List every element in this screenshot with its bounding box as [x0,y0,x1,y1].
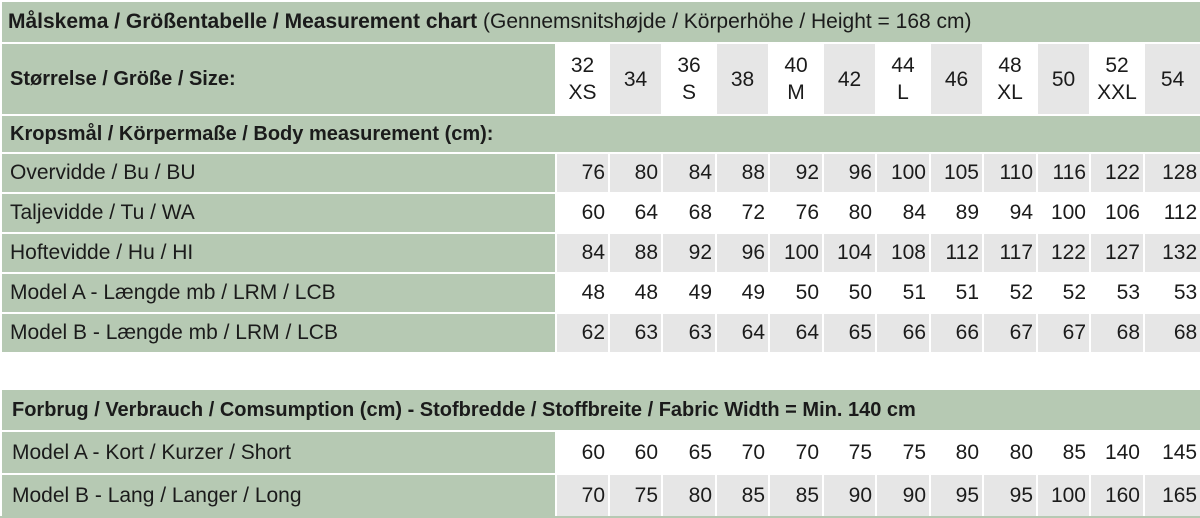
measurement-title-bold: Målskema / Größentabelle / Measurement chart [8,10,478,33]
size-number: 40 [784,54,808,77]
table-cell: 88 [716,153,769,193]
table-cell: 64 [609,193,662,233]
size-letter: M [787,81,805,104]
table-cell: 105 [930,153,983,193]
table-cell: 65 [823,313,876,353]
table-cell: 70 [716,431,769,474]
table-cell: 100 [876,153,930,193]
size-number: 54 [1160,67,1185,91]
table-cell: 90 [823,474,876,517]
table-cell: 95 [930,474,983,517]
consumption-title-row [1,389,1200,431]
table-cell: 68 [1090,313,1144,353]
table-cell: 68 [1144,313,1200,353]
consumption-title: Forbrug / Verbrauch / Comsumption (cm) - Stofbredde / Stoffbreite / Fabric Width = Min. 140 cm [1,389,1200,431]
table-cell: 60 [556,193,609,233]
table-cell: 88 [609,233,662,273]
table-cell: 80 [823,193,876,233]
row-label: Overvidde / Bu / BU [1,153,556,193]
size-column-header [716,43,769,115]
table-cell: 110 [983,153,1037,193]
size-number: 48 [998,54,1022,77]
table-cell: 49 [662,273,716,313]
row-label: Model B - Lang / Langer / Long [1,474,556,517]
table-cell: 116 [1037,153,1090,193]
size-column-header [876,43,930,115]
table-cell: 75 [823,431,876,474]
table-cell: 50 [823,273,876,313]
size-letter: XXL [1097,81,1137,104]
table-cell: 95 [983,474,1037,517]
table-cell: 85 [1037,431,1090,474]
size-column-header [609,43,662,115]
table-cell: 127 [1090,233,1144,273]
table-cell: 63 [609,313,662,353]
row-label: Model B - Længde mb / LRM / LCB [1,313,556,353]
table-cell: 64 [716,313,769,353]
table-row [1,431,1200,474]
table-row [1,193,1200,233]
table-cell: 70 [769,431,823,474]
table-row [1,313,1200,353]
table-cell: 53 [1144,273,1200,313]
table-cell: 140 [1090,431,1144,474]
table-cell: 112 [930,233,983,273]
table-cell: 85 [769,474,823,517]
table-cell: 80 [983,431,1037,474]
table-cell: 75 [876,431,930,474]
table-row [1,233,1200,273]
size-column-header [1144,43,1200,115]
table-cell: 51 [930,273,983,313]
size-column-header [1037,43,1090,115]
table-cell: 76 [556,153,609,193]
table-cell: 106 [1090,193,1144,233]
table-cell: 117 [983,233,1037,273]
size-label: Størrelse / Größe / Size: [1,43,556,115]
table-cell: 63 [662,313,716,353]
table-cell: 100 [1037,474,1090,517]
row-label: Taljevidde / Tu / WA [1,193,556,233]
table-cell: 100 [1037,193,1090,233]
table-cell: 80 [609,153,662,193]
table-cell: 94 [983,193,1037,233]
size-letter: XL [997,81,1023,104]
size-letter: L [897,81,909,104]
size-column-header [1090,43,1144,115]
size-header-row [1,43,1200,115]
consumption-table [0,388,1200,518]
table-cell: 75 [609,474,662,517]
table-cell: 108 [876,233,930,273]
table-cell: 67 [1037,313,1090,353]
row-label: Hoftevidde / Hu / HI [1,233,556,273]
table-cell: 122 [1090,153,1144,193]
table-cell: 96 [716,233,769,273]
size-number: 46 [944,67,969,91]
body-measurement-heading-row [1,115,1200,153]
table-cell: 145 [1144,431,1200,474]
table-cell: 132 [1144,233,1200,273]
table-cell: 65 [662,431,716,474]
row-label: Model A - Længde mb / LRM / LCB [1,273,556,313]
size-number: 38 [730,67,755,91]
size-number: 52 [1105,54,1129,77]
measurement-title-height: (Gennemsnitshøjde / Körperhöhe / Height = 168 cm) [477,10,972,33]
size-number: 44 [891,54,915,77]
size-column-header [983,43,1037,115]
table-cell: 104 [823,233,876,273]
table-cell: 50 [769,273,823,313]
table-gap [0,366,1200,388]
table-cell: 76 [769,193,823,233]
table-cell: 96 [823,153,876,193]
table-cell: 70 [556,474,609,517]
table-cell: 160 [1090,474,1144,517]
size-column-header [823,43,876,115]
table-cell: 62 [556,313,609,353]
table-cell: 48 [556,273,609,313]
size-number: 34 [623,67,648,91]
measurement-title [1,1,1200,43]
table-cell: 92 [769,153,823,193]
table-cell: 122 [1037,233,1090,273]
size-letter: XS [568,81,597,104]
table-cell: 49 [716,273,769,313]
row-label: Model A - Kort / Kurzer / Short [1,431,556,474]
body-measurement-heading: Kropsmål / Körpermaße / Body measurement (cm): [1,115,1200,153]
table-cell: 72 [716,193,769,233]
table-cell: 80 [930,431,983,474]
table-cell: 51 [876,273,930,313]
table-cell: 48 [609,273,662,313]
table-cell: 112 [1144,193,1200,233]
size-number: 32 [570,54,595,77]
measurement-title-row [1,1,1200,43]
table-cell: 100 [769,233,823,273]
table-cell: 66 [930,313,983,353]
table-cell: 68 [662,193,716,233]
table-cell: 92 [662,233,716,273]
table-cell: 66 [876,313,930,353]
table-cell: 84 [662,153,716,193]
table-cell: 165 [1144,474,1200,517]
table-cell: 85 [716,474,769,517]
table-cell: 60 [609,431,662,474]
size-column-header [662,43,716,115]
table-cell: 80 [662,474,716,517]
table-row [1,474,1200,517]
table-cell: 52 [1037,273,1090,313]
size-column-header [769,43,823,115]
table-cell: 84 [876,193,930,233]
table-row [1,273,1200,313]
size-number: 42 [837,67,862,91]
table-cell: 52 [983,273,1037,313]
table-cell: 89 [930,193,983,233]
size-number: 50 [1051,67,1076,91]
table-cell: 53 [1090,273,1144,313]
size-number: 36 [677,54,701,77]
table-cell: 90 [876,474,930,517]
table-cell: 128 [1144,153,1200,193]
size-letter: S [681,81,696,104]
table-cell: 84 [556,233,609,273]
size-column-header [556,43,609,115]
size-column-header [930,43,983,115]
table-row [1,153,1200,193]
table-cell: 60 [556,431,609,474]
table-cell: 67 [983,313,1037,353]
table-cell: 64 [769,313,823,353]
